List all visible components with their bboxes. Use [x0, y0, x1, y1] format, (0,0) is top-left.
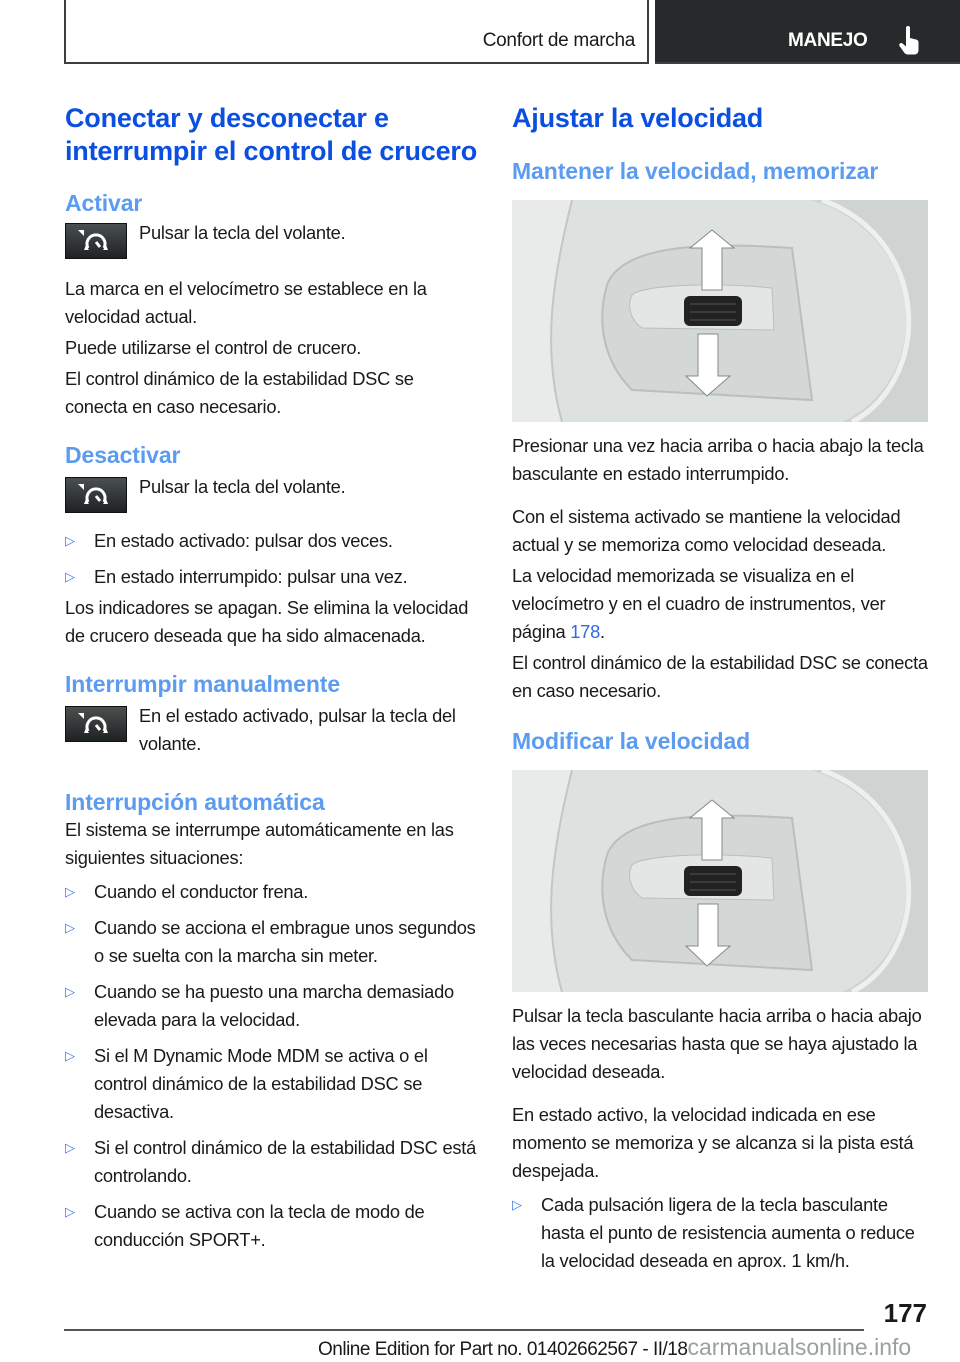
desactivar-text: Pulsar la tecla del volante.	[139, 476, 346, 497]
paragraph: El control dinámico de la estabilidad DSC se conecta en caso necesario.	[65, 368, 414, 417]
list-item: ▷ Si el M Dynamic Mode MDM se activa o el control dinámico de la estabilidad DSC se desactiva.	[65, 1042, 480, 1126]
paragraph: Presionar una vez hacia arriba o hacia abajo la tecla basculante en estado interrumpido.	[512, 435, 924, 484]
paragraph: Puede utilizarse el control de crucero.	[65, 337, 362, 358]
page-reference-link[interactable]: 178	[570, 621, 600, 642]
interrumpir-text: En el estado activado, pulsar la tecla del volante.	[139, 705, 456, 754]
paragraph: En estado activo, la velocidad indicada en ese momento se memoriza y se alcanza si la pista está despejada.	[512, 1104, 914, 1181]
triangle-bullet-icon: ▷	[65, 884, 75, 899]
heading-activar: Activar	[65, 190, 143, 216]
page-number: 177	[883, 1298, 927, 1328]
desactivar-instruction	[65, 473, 480, 513]
header-section-tab	[64, 0, 649, 64]
triangle-bullet-icon: ▷	[65, 569, 75, 584]
pointing-hand-icon	[897, 26, 921, 56]
paragraph: Los indicadores se apagan. Se elimina la velocidad de crucero deseada que ha sido almacenada.	[65, 597, 469, 646]
chapter-label: MANEJO	[788, 30, 868, 51]
right-column	[512, 100, 932, 1275]
paragraph: El sistema se interrumpe automáticamente en las siguientes situaciones:	[65, 819, 454, 868]
cruise-control-button-icon	[65, 706, 127, 742]
interrumpir-instruction	[65, 702, 480, 758]
paragraph: Con el sistema activado se mantiene la velocidad actual y se memoriza como velocidad deseada.	[512, 506, 901, 555]
list-item: ▷ Cuando el conductor frena.	[65, 878, 480, 906]
triangle-bullet-icon: ▷	[65, 920, 75, 935]
modificar-list	[512, 1191, 932, 1275]
activar-instruction	[65, 219, 480, 259]
activar-text: Pulsar la tecla del volante.	[139, 222, 346, 243]
list-item: ▷ En estado interrumpido: pulsar una vez.	[65, 563, 480, 591]
watermark: carmanualsonline.info	[687, 1334, 912, 1360]
header-chapter-tab	[655, 0, 960, 64]
paragraph: Pulsar la tecla basculante hacia arriba o hacia abajo las veces necesarias hasta que se haya ajustado la velocidad deseada.	[512, 1005, 922, 1082]
list-item: ▷ Cada pulsación ligera de la tecla basculante hasta el punto de resistencia aumenta o reduce la velocidad deseada en aprox. 1 km/h.	[512, 1191, 932, 1275]
section-title: Conectar y desconectar e interrumpir el control de crucero	[65, 103, 477, 166]
footer-edition: Online Edition for Part no. 01402662567 - II/18carmanualsonline.info	[318, 1334, 912, 1360]
list-item: ▷ Cuando se activa con la tecla de modo de conducción SPORT+.	[65, 1198, 480, 1254]
triangle-bullet-icon: ▷	[65, 533, 75, 548]
steering-wheel-rocker-switch-illustration	[512, 770, 928, 992]
heading-modificar: Modificar la velocidad	[512, 728, 751, 754]
footer-divider	[64, 1329, 864, 1331]
triangle-bullet-icon: ▷	[65, 1140, 75, 1155]
list-item: ▷ Cuando se ha puesto una marcha demasiado elevada para la velocidad.	[65, 978, 480, 1034]
paragraph-with-reference: La velocidad memorizada se visualiza en el velocímetro y en el cuadro de instrumentos, ver página 178.	[512, 565, 886, 642]
heading-mantener: Mantener la velocidad, memorizar	[512, 158, 879, 184]
section-title: Ajustar la velocidad	[512, 103, 764, 133]
cruise-control-button-icon	[65, 223, 127, 259]
triangle-bullet-icon: ▷	[65, 984, 75, 999]
list-item: ▷ En estado activado: pulsar dos veces.	[65, 527, 480, 555]
triangle-bullet-icon: ▷	[65, 1048, 75, 1063]
left-column	[65, 100, 480, 1254]
interrupcion-list	[65, 878, 480, 1254]
heading-interrumpir-manualmente: Interrumpir manualmente	[65, 671, 341, 697]
section-label: Confort de marcha	[482, 30, 635, 51]
list-item: ▷ Cuando se acciona el embrague unos segundos o se suelta con la marcha sin meter.	[65, 914, 480, 970]
triangle-bullet-icon: ▷	[512, 1197, 522, 1212]
cruise-control-button-icon	[65, 477, 127, 513]
triangle-bullet-icon: ▷	[65, 1204, 75, 1219]
list-item: ▷ Si el control dinámico de la estabilidad DSC está controlando.	[65, 1134, 480, 1190]
heading-desactivar: Desactivar	[65, 442, 181, 468]
paragraph: La marca en el velocímetro se establece en la velocidad actual.	[65, 278, 427, 327]
heading-interrupcion-automatica: Interrupción automática	[65, 789, 325, 815]
paragraph: El control dinámico de la estabilidad DSC se conecta en caso necesario.	[512, 652, 928, 701]
desactivar-list	[65, 527, 480, 591]
steering-wheel-rocker-switch-illustration	[512, 200, 928, 422]
